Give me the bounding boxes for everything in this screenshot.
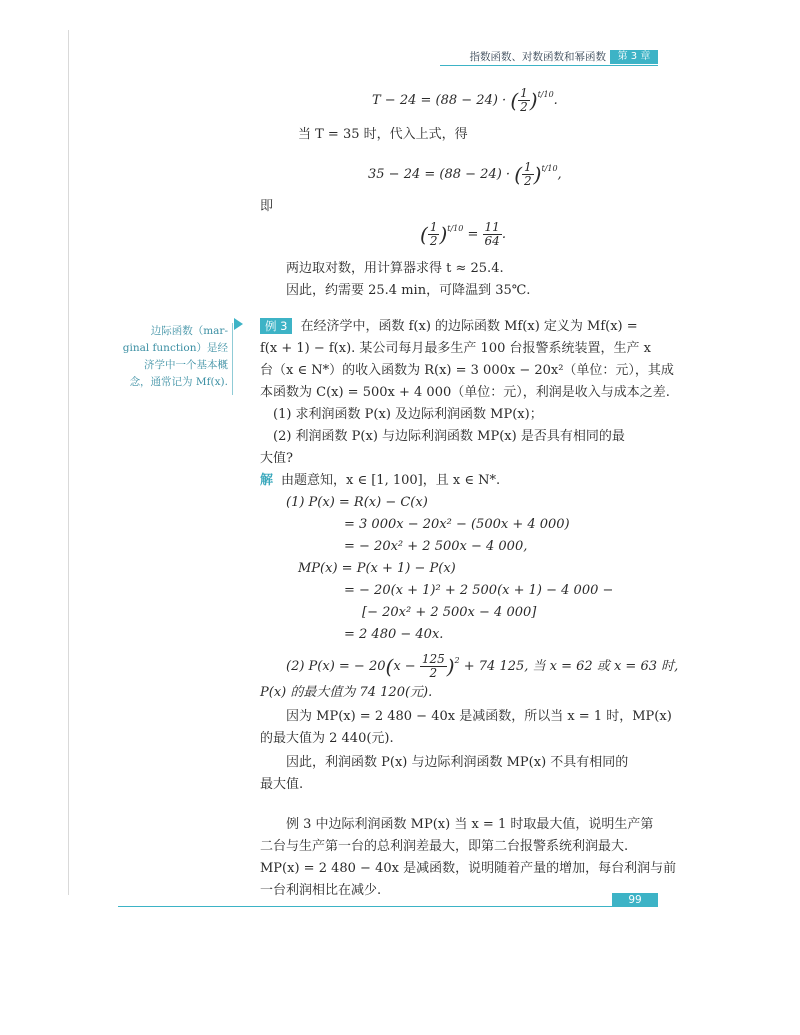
fraction: $\frac{1}{2}$ bbox=[429, 220, 438, 248]
margin-note: 边际函数（mar- ginal function）是经 济学中一个基本概 念，通常记为 Mf(x). bbox=[122, 325, 228, 388]
example-3-line-3: 台（x ∈ N*）的收入函数为 R(x) = 3 000x − 20x²（单位：元），其成 bbox=[260, 363, 674, 378]
solution-step-3: = − 20x² + 2 500x − 4 000, bbox=[344, 539, 528, 554]
margin-note-arrow-icon bbox=[234, 318, 243, 330]
fraction: $\frac{1}{2}$ bbox=[524, 160, 532, 188]
text-substitute: 当 T = 35 时，代入上式，得 bbox=[298, 127, 468, 142]
solution-para-4a: 因此，利润函数 P(x) 与边际利润函数 MP(x) 不具有相同的 bbox=[286, 755, 629, 770]
fraction: $\frac{1}{2}$ bbox=[520, 86, 528, 114]
solution-step-1: (1) P(x) = R(x) − C(x) bbox=[286, 495, 428, 510]
text-conclusion: 因此，约需要 25.4 min，可降温到 35℃. bbox=[286, 283, 531, 298]
chapter-tab: 第 3 章 bbox=[610, 50, 658, 64]
question-1: (1) 求利润函数 P(x) 及边际利润函数 MP(x)； bbox=[273, 407, 543, 422]
page-margin-line bbox=[68, 30, 69, 895]
fraction: $\frac{125}{2}$ bbox=[421, 652, 445, 680]
solution-part-2: (2) P(x) = − 20(x − $\frac{125}{2}$ )$^2$ + 74 125, 当 x = 62 或 x = 63 时, bbox=[286, 652, 679, 680]
example-3-line-4: 本函数为 C(x) = 500x + 4 000（单位：元），利润是收入与成本之差. bbox=[260, 385, 670, 400]
remark-line-3: MP(x) = 2 480 − 40x 是减函数，说明随着产量的增加，每台利润与前 bbox=[260, 861, 677, 876]
solution-para-3b: 的最大值为 2 440(元). bbox=[260, 731, 394, 746]
running-header bbox=[440, 50, 658, 64]
solution-step-7: = 2 480 − 40x. bbox=[344, 627, 444, 642]
solution-step-5: = − 20(x + 1)² + 2 500(x + 1) − 4 000 − bbox=[344, 583, 614, 598]
example-badge: 例 3 bbox=[260, 318, 292, 334]
solution-part-2-result: P(x) 的最大值为 74 120(元). bbox=[260, 685, 433, 700]
remark-line-4: 一台利润相比在减少. bbox=[260, 883, 382, 898]
solution-para-4b: 最大值. bbox=[260, 777, 304, 792]
question-2: (2) 利润函数 P(x) 与边际利润函数 MP(x) 是否具有相同的最 bbox=[273, 429, 625, 444]
solution-label: 解 bbox=[260, 473, 274, 488]
equation-2: 35 − 24 = (88 − 24) · ( $\frac{1}{2}$ )$^{t/10}$, bbox=[368, 160, 562, 188]
fraction: $\frac{11}{64}$ bbox=[484, 220, 500, 248]
equation-3: ( $\frac{1}{2}$ )$^{t/10}$ = $\frac{11}{64}$ . bbox=[420, 220, 506, 248]
example-3-line-2: f(x + 1) − f(x). 某公司每月最多生产 100 台报警系统装置，生产 x bbox=[260, 341, 651, 356]
text-log: 两边取对数，用计算器求得 t ≈ 25.4. bbox=[286, 261, 504, 276]
margin-note-bar bbox=[232, 323, 233, 395]
footer-rule bbox=[118, 906, 658, 907]
solution-intro: 解 由题意知，x ∈ [1, 100]，且 x ∈ N*. bbox=[260, 473, 501, 488]
header-title: 指数函数、对数函数和幂函数 bbox=[469, 51, 606, 63]
solution-step-6: [− 20x² + 2 500x − 4 000] bbox=[362, 605, 537, 620]
text-ji: 即 bbox=[260, 199, 274, 214]
solution-step-4: MP(x) = P(x + 1) − P(x) bbox=[298, 561, 456, 576]
question-2-cont: 大值? bbox=[260, 451, 293, 466]
equation-1: T − 24 = (88 − 24) · ( $\frac{1}{2}$ )$^{t/10}$. bbox=[372, 86, 558, 114]
page-number: 99 bbox=[612, 893, 658, 907]
solution-step-2: = 3 000x − 20x² − (500x + 4 000) bbox=[344, 517, 570, 532]
example-3-line-1: 例 3 在经济学中，函数 f(x) 的边际函数 Mf(x) 定义为 Mf(x) = bbox=[260, 318, 638, 336]
remark-line-1: 例 3 中边际利润函数 MP(x) 当 x = 1 时取最大值，说明生产第 bbox=[286, 817, 654, 832]
remark-line-2: 二台与生产第一台的总利润差最大，即第二台报警系统利润最大. bbox=[260, 839, 629, 854]
solution-para-3a: 因为 MP(x) = 2 480 − 40x 是减函数，所以当 x = 1 时，MP(x) bbox=[286, 709, 672, 724]
header-rule bbox=[440, 65, 658, 66]
